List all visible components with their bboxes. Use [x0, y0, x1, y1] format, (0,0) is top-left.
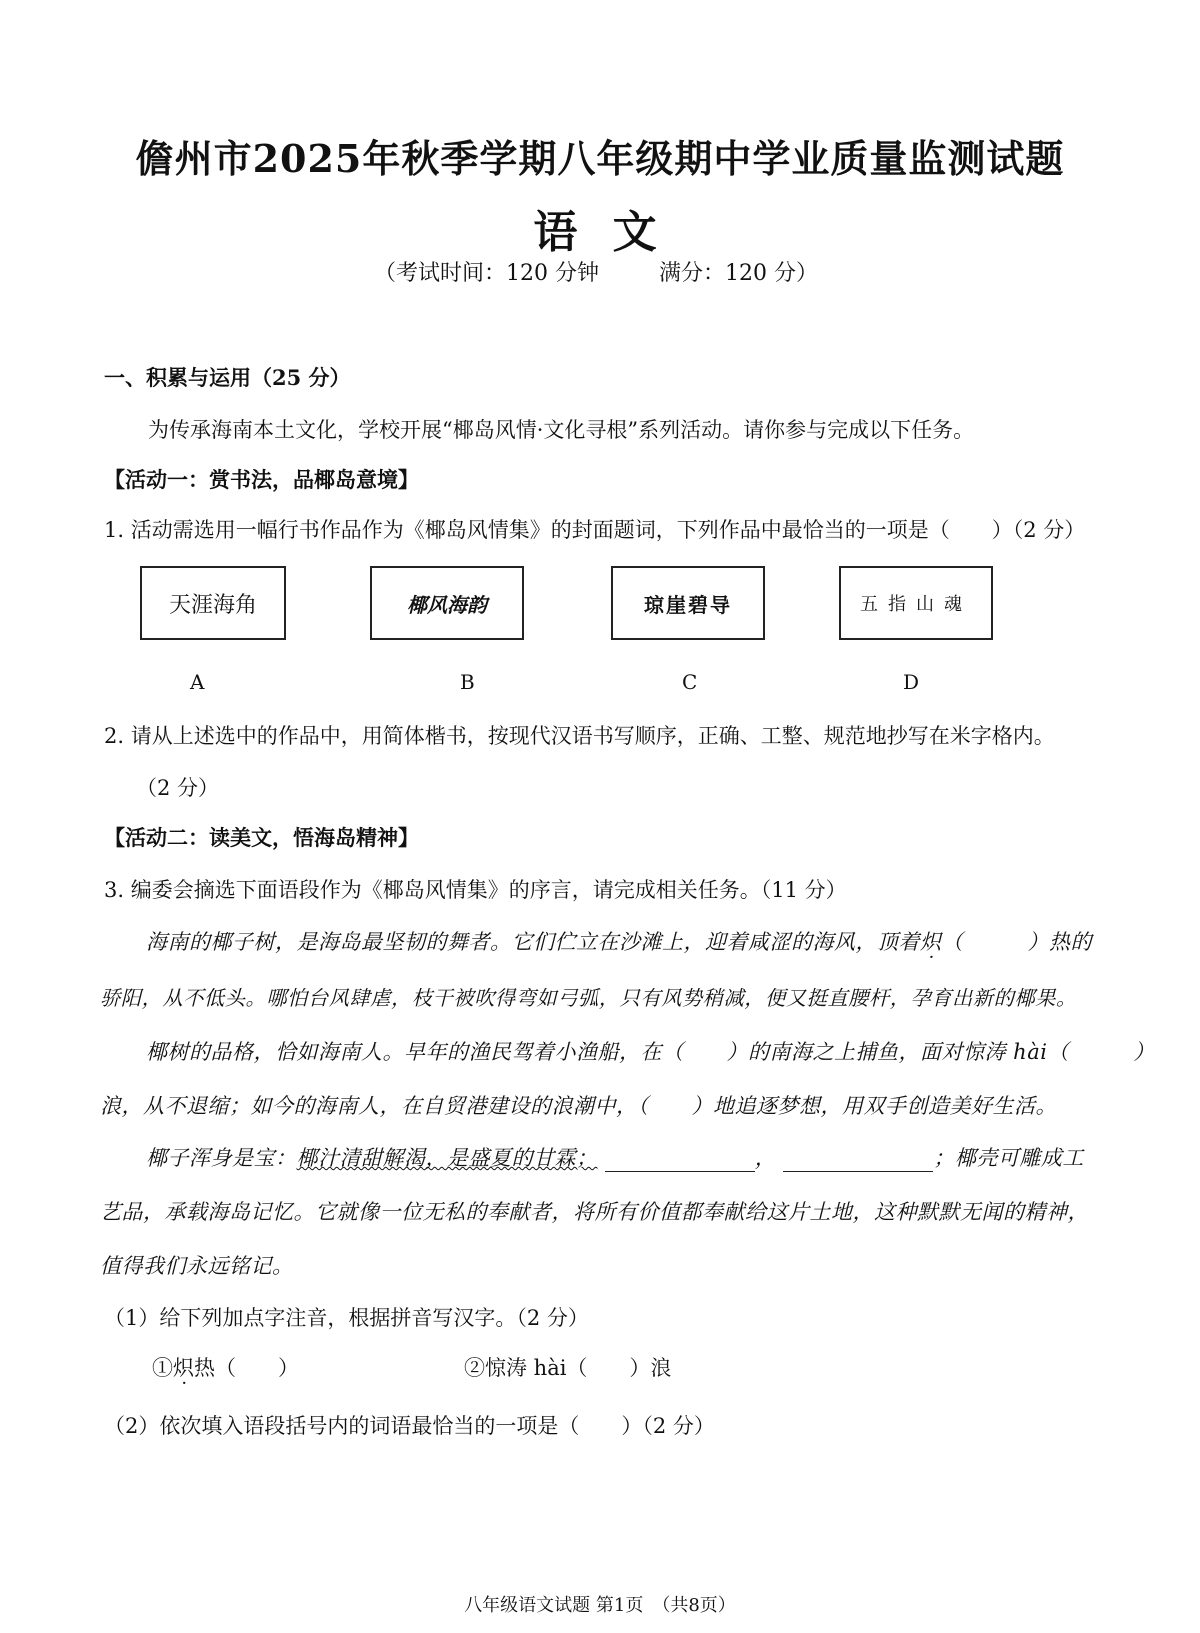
activity2-heading: 【活动二：读美文，悟海岛精神】	[104, 825, 419, 850]
passage-line	[146, 1142, 1084, 1172]
question-1: 1. 活动需选用一幅行书作品作为《椰岛风情集》的封面题词，下列作品中最恰当的一项是（ ）（2 分）	[104, 518, 1086, 542]
emphasized-char: 炽	[173, 1356, 194, 1380]
passage-line: 骄阳，从不低头。哪怕台风肆虐，枝干被吹得弯如弓弧，只有风势稍减，便又挺直腰杆，孕育出新的椰果。	[100, 986, 1077, 1010]
option-b-calligraphy	[370, 566, 524, 640]
activity1-heading: 【活动一：赏书法，品椰岛意境】	[104, 467, 419, 492]
emphasized-char: 炽	[920, 930, 942, 954]
underlined-sentence: 椰汁清甜解渴，是盛夏的甘霖；	[296, 1146, 598, 1170]
passage-line: 浪，从不退缩；如今的海南人，在自贸港建设的浪潮中，（ ）地追逐梦想，用双手创造美好生活。	[100, 1094, 1057, 1118]
passage-text: （ ）热的	[941, 930, 1092, 954]
passage-text: ；椰壳可雕成工	[933, 1146, 1084, 1170]
exam-full-score: 满分：120 分）	[659, 261, 818, 286]
option-b-text: 椰风海韵	[407, 592, 487, 617]
question-2-score: （2 分）	[136, 776, 220, 800]
subject-heading: 语 文	[533, 207, 667, 258]
sub-question-1-item-a	[152, 1352, 299, 1382]
passage-line: 椰树的品格，恰如海南人。早年的渔民驾着小渔船，在（ ）的南海之上捕鱼，面对惊涛 hài（ ）	[146, 1040, 1155, 1064]
question-3: 3. 编委会摘选下面语段作为《椰岛风情集》的序言，请完成相关任务。（11 分）	[104, 878, 847, 902]
section-heading: 一、积累与运用（25 分）	[104, 365, 351, 390]
option-c-label: C	[682, 670, 698, 694]
exam-info	[374, 256, 818, 287]
passage-text: 椰子浑身是宝：	[146, 1146, 297, 1170]
fill-blank-1[interactable]	[605, 1171, 755, 1172]
fill-blank-2[interactable]	[783, 1171, 933, 1172]
sub-question-1: （1）给下列加点字注音，根据拼音写汉字。（2 分）	[104, 1306, 589, 1330]
section-intro: 为传承海南本土文化，学校开展“椰岛风情·文化寻根”系列活动。请你参与完成以下任务。	[148, 418, 975, 442]
exam-title: 儋州市2025年秋季学期八年级期中学业质量监测试题	[135, 136, 1065, 181]
exam-time: （考试时间：120 分钟	[374, 261, 599, 286]
sub-question-2: （2）依次填入语段括号内的词语最恰当的一项是（ ）（2 分）	[104, 1414, 715, 1438]
option-c-text: 琼崖碧导	[644, 592, 732, 617]
passage-line: 艺品，承载海岛记忆。它就像一位无私的奉献者，将所有价值都奉献给这片土地，这种默默无闻的精神，	[100, 1200, 1089, 1224]
option-d-text: 五指山魂	[860, 594, 972, 615]
option-a-calligraphy	[140, 566, 286, 640]
page-footer: 八年级语文试题 第1页 （共8页）	[464, 1595, 736, 1616]
option-a-label: A	[190, 670, 205, 694]
passage-text: ，	[754, 1146, 777, 1170]
option-d-calligraphy	[839, 566, 993, 640]
passage-text: 海南的椰子树，是海岛最坚韧的舞者。它们伫立在沙滩上，迎着咸涩的海风，顶着	[146, 930, 920, 954]
question-2: 2. 请从上述选中的作品中，用简体楷书，按现代汉语书写顺序，正确、工整、规范地抄写在米字格内。	[104, 724, 1055, 748]
sub-question-1-item-b: ②惊涛 hài（ ）浪	[464, 1356, 672, 1380]
passage-line: 值得我们永远铭记。	[100, 1254, 294, 1278]
item-number: ①	[152, 1356, 173, 1380]
item-text: 热（ ）	[194, 1356, 299, 1380]
option-d-label: D	[903, 670, 920, 694]
option-c-calligraphy	[611, 566, 765, 640]
option-b-label: B	[460, 670, 475, 694]
passage-line	[146, 926, 1092, 956]
option-a-text: 天涯海角	[168, 592, 257, 618]
